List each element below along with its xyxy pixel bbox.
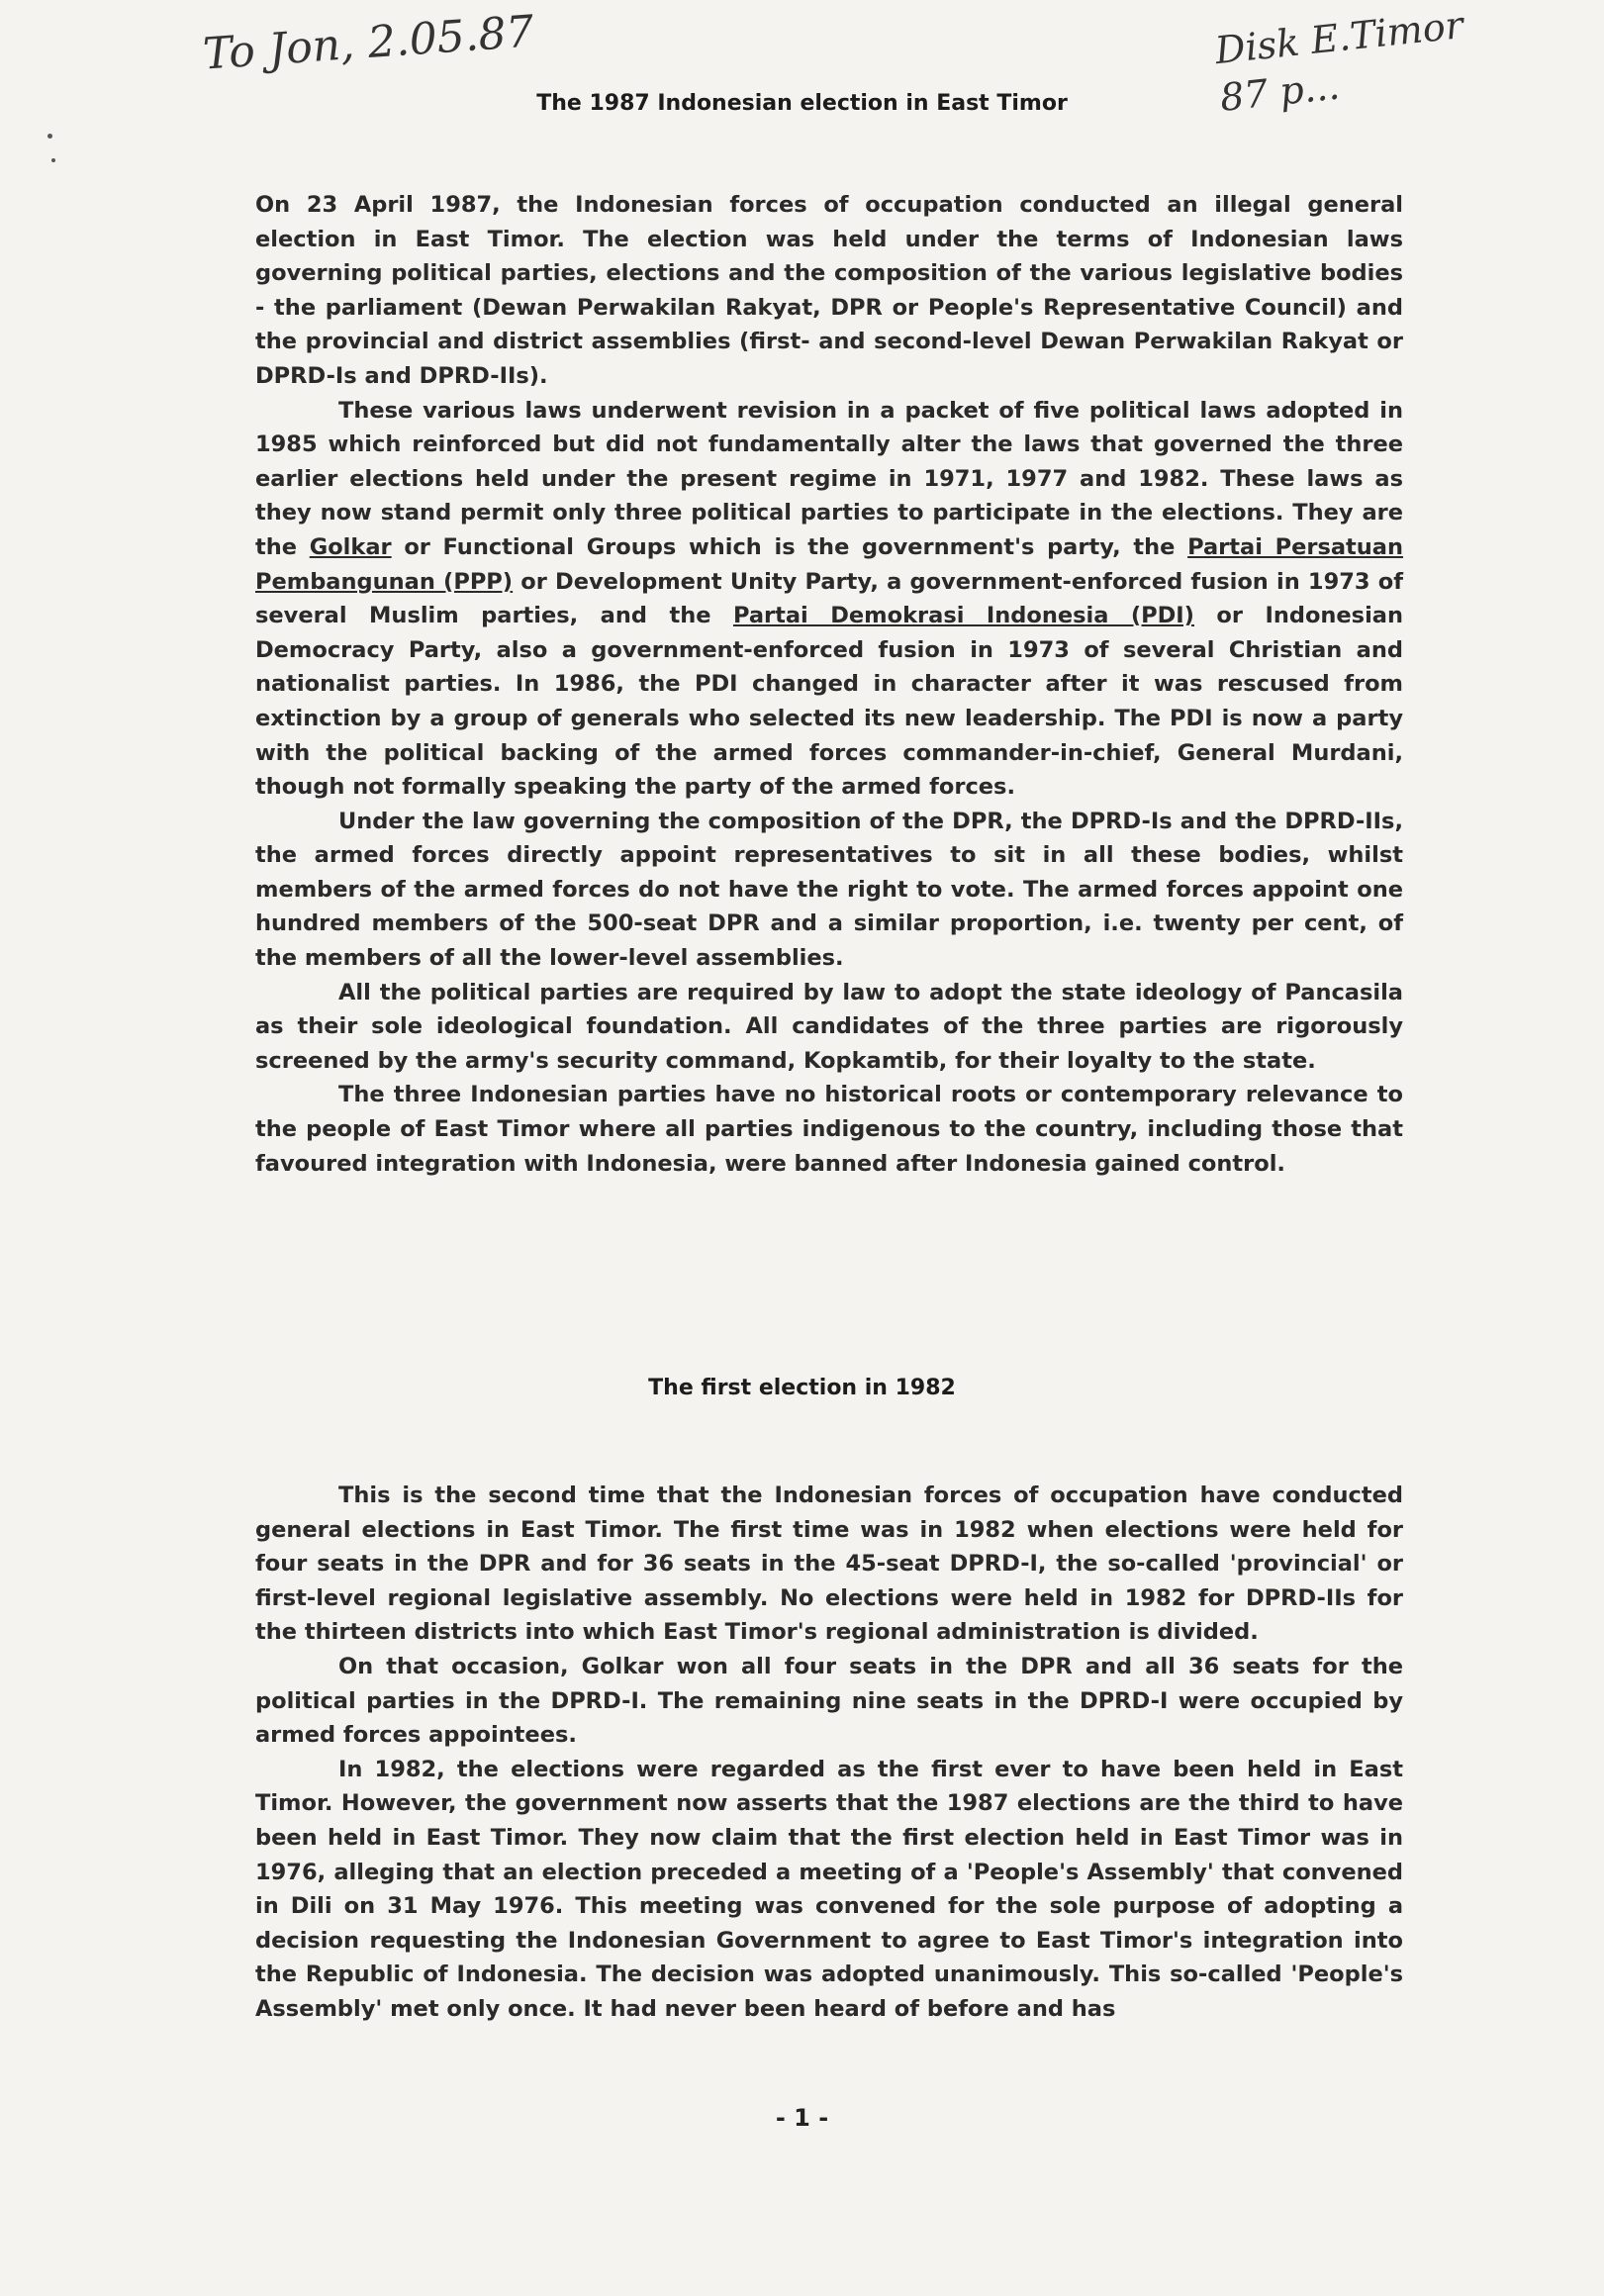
paragraph: On 23 April 1987, the Indonesian forces of occupation conducted an illegal general election in East Timor. The election was held under the terms of Indonesian laws governing political parties, elections and the composition of the various legislative bodies - the parliament (Dewan Perwakilan Rakyat, DPR or People's Representative Council) and the provincial and district assemblies (first- and second-level Dewan Perwakilan Rakyat or DPRD-Is and DPRD-IIs). <box>255 192 1403 389</box>
paragraph <box>255 394 1403 805</box>
paragraph: Under the law governing the composition of the DPR, the DPRD-Is and the DPRD-IIs, the armed forces directly appoint representatives to sit in all these bodies, whilst members of the armed forces do not have the right to vote. The armed forces appoint one hundred members of the 500-seat DPR and a similar proportion, i.e. twenty per cent, of the members of all the lower-level assemblies. <box>255 808 1403 972</box>
party-name-golkar: Golkar <box>309 533 392 560</box>
paragraph: On that occasion, Golkar won all four seats in the DPR and all 36 seats for the political parties in the DPRD-I. The remaining nine seats in the DPRD-I were occupied by armed forces appointees. <box>255 1653 1403 1749</box>
paper-speck <box>47 134 52 139</box>
paragraph-text: or Indonesian Democracy Party, also a government-enforced fusion in 1973 of several Christian and nationalist parties. In 1986, the PDI changed in character after it was rescused from extinction by a group of generals who selected its new leadership. The PDI is now a party with the political backing of the armed forces commander-in-chief, General Murdani, though not formally speaking the party of the armed forces. <box>255 603 1403 801</box>
handwritten-note-right-line2: 87 p... <box>1217 63 1342 120</box>
section-heading: The first election in 1982 <box>648 1376 956 1400</box>
paragraph: In 1982, the elections were regarded as the first ever to have been held in East Timor. However, the government now asserts that the 1987 elections are the third to have been held in East Timor. They now claim that the first election held in East Timor was in 1976, alleging that an election preceded a meeting of a 'People's Assembly' that convened in Dili on 31 May 1976. This meeting was convened for the sole purpose of adopting a decision requesting the Indonesian Government to agree to East Timor's integration into the Republic of Indonesia. The decision was adopted unanimously. This so-called 'People's Assembly' met only once. It had never been heard of before and has <box>255 1756 1403 2022</box>
paragraph: All the political parties are required by law to adopt the state ideology of Pancasila as their sole ideological foundation. All candidates of the three parties are rigorously screened by the army's security command, Kopkamtib, for their loyalty to the state. <box>255 979 1403 1074</box>
page-number: - 1 - <box>775 2104 829 2132</box>
party-name-ppp: Partai Persatuan Pembangunan (PPP) <box>255 533 1404 595</box>
paragraph-text: or Functional Groups which is the government's party, the <box>391 533 1188 560</box>
paragraph-text: or Development Unity Party, a government-enforced fusion in 1973 of several Muslim parties, and the <box>255 568 1404 629</box>
section-2-body <box>255 1479 1403 2027</box>
paragraph-text: These various laws underwent revision in a packet of five political laws adopted in 1985 which reinforced but did not fundamentally alter the laws that governed the three earlier elections held under the present regime in 1971, 1977 and 1982. These laws as they now stand permit only three political parties to participate in the elections. They are the <box>255 397 1403 560</box>
handwritten-note-right-line1: Disk E.Timor <box>1212 3 1465 73</box>
party-name-pdi: Partai Demokrasi Indonesia (PDI) <box>732 603 1194 629</box>
paragraph: The three Indonesian parties have no historical roots or contemporary relevance to the people of East Timor where all parties indigenous to the country, including those that favoured integration with Indonesia, were banned after Indonesia gained control. <box>255 1082 1403 1177</box>
paper-speck <box>51 158 55 162</box>
section-1-body <box>255 188 1403 1181</box>
document-title: The 1987 Indonesian election in East Timor <box>536 91 1068 116</box>
paragraph: This is the second time that the Indonesian forces of occupation have conducted general elections in East Timor. The first time was in 1982 when elections were held for four seats in the DPR and for 36 seats in the 45-seat DPRD-I, the so-called 'provincial' or first-level regional legislative assembly. No elections were held in 1982 for DPRD-IIs for the thirteen districts into which East Timor's regional administration is divided. <box>255 1483 1403 1646</box>
handwritten-note-left: To Jon, 2.05.87 <box>201 6 536 80</box>
